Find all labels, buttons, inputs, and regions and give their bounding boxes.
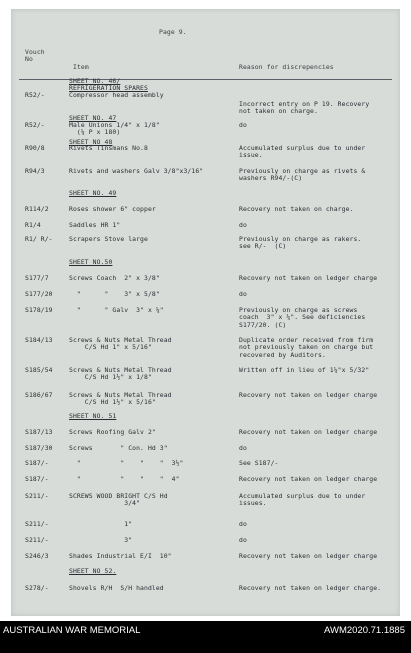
cell-reason: Accumulated surplus due to under issues. [239,492,366,508]
sheet-heading: SHEET NO. 49 [69,189,117,197]
footer-accession-number: AWM2020.71.1885 [324,625,405,636]
cell-item: " " 3" x 5/8" [69,290,160,298]
cell-reason: Recovery not taken on ledger charge [239,391,378,399]
cell-voucher: S185/54 [25,366,53,374]
page-title: Page 9. [159,28,187,36]
cell-reason: Recovery not taken on ledger charge [239,428,378,436]
cell-voucher: S177/7 [25,274,49,282]
cell-reason: Recovery not taken on ledger charge [239,274,378,282]
cell-item: Rivets and washers Galv 3/8"x3/16" [69,167,204,175]
cell-reason: Recovery not taken on ledger charge. [239,584,382,592]
sheet-heading: SHEET NO. 47 [69,114,117,122]
cell-item: Shovels R/H S/H handled [69,584,164,592]
cell-reason: Duplicate order received from firm not previously taken on charge but recovered by Auditors. [239,336,374,359]
sheet-heading: SHEET NO 48 [69,138,113,146]
cell-reason: See S187/- [239,459,279,467]
cell-voucher: R114/2 [25,205,49,213]
cell-reason: Previously on charge as rakers. see R/- (C) [239,235,362,251]
cell-item: Screws & Nuts Metal Thread C/S Hd 1" x 5/16" [69,336,172,352]
column-header-reason: Reason for discrepencies [239,63,334,71]
cell-voucher: R52/- [25,91,45,99]
cell-item: Male Unions 1/4" x 1/8" (¼ P x 180) [69,121,160,137]
sheet-heading: SHEET NO. 51 [69,412,117,420]
cell-reason: Accumulated surplus due to under issue. [239,144,366,160]
cell-voucher: S187/30 [25,444,53,452]
column-header-item: Item [73,63,89,71]
cell-reason: Recovery not taken on ledger charge [239,475,378,483]
cell-reason: Previously on charge as rivets & washers R94/-(C) [239,167,366,183]
cell-reason: do [239,520,247,528]
cell-voucher: S211/- [25,536,49,544]
cell-reason: do [239,121,247,129]
cell-item: Shades Industrial E/I 10" [69,552,172,560]
cell-voucher: S184/13 [25,336,53,344]
cell-voucher: S187/- [25,475,49,483]
cell-voucher: R90/8 [25,144,45,152]
column-header-voucher: Vouch No [25,48,45,64]
cell-item: Screws Coach 2" x 3/8" [69,274,160,282]
cell-voucher: S186/67 [25,391,53,399]
document-page [11,9,400,616]
cell-voucher: R52/- [25,121,45,129]
sheet-heading: SHEET NO 52. [69,567,117,575]
cell-item: Saddles HR 1" [69,221,121,229]
cell-item: Screws Roofing Galv 2" [69,428,156,436]
cell-reason: Previously on charge as screws coach 3" x ¼". See deficiencies S177/20. (C) [239,306,366,329]
cell-item: Roses shower 6" copper [69,205,156,213]
cell-voucher: S246/3 [25,552,49,560]
cell-voucher: R1/4 [25,221,41,229]
cell-voucher: S187/- [25,459,49,467]
cell-reason: Incorrect entry on P 19. Recovery not taken on charge. [239,100,370,116]
cell-reason: do [239,444,247,452]
cell-voucher: S178/19 [25,306,53,314]
cell-reason: do [239,221,247,229]
cell-reason: Recovery not taken on ledger charge [239,552,378,560]
cell-voucher: S278/- [25,584,49,592]
cell-item: Compressor head assembly [69,91,164,99]
sheet-heading: SHEET NO. 46/ REFRIGERATION SPARES [69,77,148,93]
cell-reason: do [239,290,247,298]
cell-voucher: R94/3 [25,167,45,175]
cell-reason: Written off in lieu of 1¼"x 5/32" [239,366,370,374]
cell-item: Screws & Nuts Metal Thread C/S Hd 1½" x 1/8" [69,366,172,382]
cell-item: 1" [69,520,133,528]
cell-item: " " Galv 3" x ¼" [69,306,164,314]
cell-item: SCREWS WOOD BRIGHT C/S Hd 3/4" [69,492,168,508]
cell-voucher: S211/- [25,492,49,500]
sheet-heading: SHEET NO.50 [69,258,113,266]
cell-item: Scrapers Stove large [69,235,148,243]
cell-item: " " " " 3½" [69,459,184,467]
footer-bar [0,621,411,653]
cell-voucher: S187/13 [25,428,53,436]
footer-institution: AUSTRALIAN WAR MEMORIAL [3,625,141,636]
cell-item: 3" [69,536,133,544]
cell-voucher: R1/ R/- [25,235,53,243]
cell-item: Rivets Tinsmans No.8 [69,144,148,152]
cell-item: Screws & Nuts Metal Thread C/S Hd 1½" x 5/16" [69,391,172,407]
cell-voucher: S211/- [25,520,49,528]
cell-voucher: S177/20 [25,290,53,298]
cell-reason: do [239,536,247,544]
cell-item: " " " " 4" [69,475,180,483]
cell-item: Screws " Con. Hd 3" [69,444,168,452]
cell-reason: Recovery not taken on charge. [239,205,354,213]
